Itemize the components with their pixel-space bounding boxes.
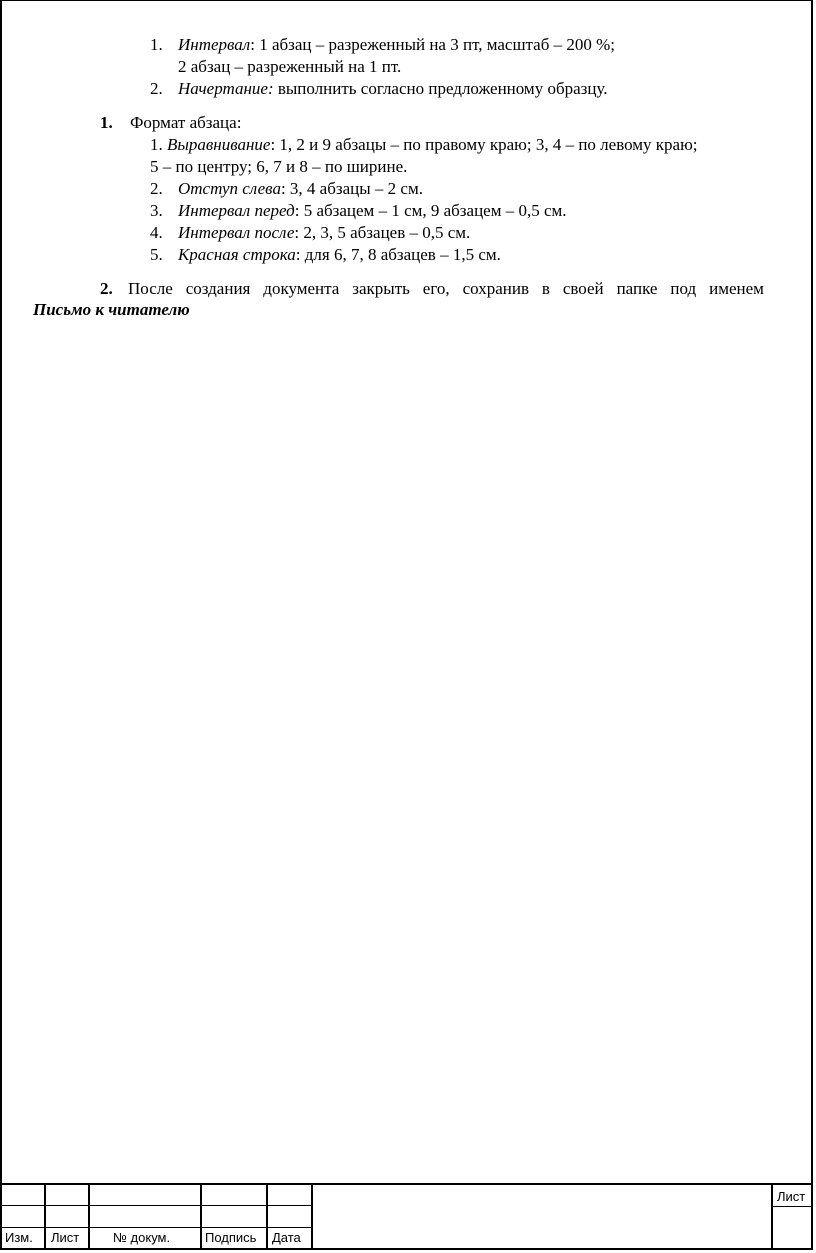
list-item-text: Интервал после: 2, 3, 5 абзацев – 0,5 см. xyxy=(178,223,471,242)
list-item-text: Отступ слева: 3, 4 абзацы – 2 см. xyxy=(178,179,423,198)
term: Выравнивание xyxy=(167,135,271,154)
stamp-divider xyxy=(200,1185,202,1250)
list-item-text: 1. Выравнивание: 1, 2 и 9 абзацы – по правому краю; 3, 4 – по левому краю; xyxy=(150,135,698,154)
list-item-text: Красная строка: для 6, 7, 8 абзацев – 1,5 см. xyxy=(178,245,501,264)
stamp-row-divider xyxy=(771,1206,811,1207)
list-item-number: 3. xyxy=(150,201,163,220)
list-item-text: Интервал: 1 абзац – разреженный на 3 пт, масштаб – 200 %; xyxy=(178,35,616,54)
stamp-label-list: Лист xyxy=(51,1230,80,1245)
file-name: Письмо к читателю xyxy=(33,300,190,319)
term: Интервал перед xyxy=(178,201,295,220)
stamp-row-divider xyxy=(0,1227,312,1228)
stamp-label-podpis: Подпись xyxy=(205,1230,257,1245)
section-title: Формат абзаца: xyxy=(130,113,242,132)
section-paragraph-line: После создания документа закрыть его, сохранив в своей папке под именем xyxy=(128,279,764,298)
stamp-divider xyxy=(311,1185,313,1250)
list-item-continuation: 2 абзац – разреженный на 1 пт. xyxy=(178,57,402,76)
list-item-number: 2. xyxy=(150,179,163,198)
term: Начертание: xyxy=(178,79,274,98)
term: Интервал xyxy=(178,35,251,54)
title-block xyxy=(0,1183,813,1250)
list-item-text: Интервал перед: 5 абзацем – 1 см, 9 абзацем – 0,5 см. xyxy=(178,201,567,220)
stamp-divider xyxy=(266,1185,268,1250)
list-item-number: 4. xyxy=(150,223,163,242)
stamp-label-izm: Изм. xyxy=(5,1230,33,1245)
stamp-row-divider xyxy=(0,1205,312,1206)
stamp-label-sheet: Лист xyxy=(777,1189,806,1204)
section-number: 1. xyxy=(100,113,113,132)
term: Отступ слева xyxy=(178,179,281,198)
term: Интервал после xyxy=(178,223,295,242)
list-item: 2. xyxy=(150,79,163,98)
stamp-divider xyxy=(771,1185,773,1250)
stamp-divider xyxy=(44,1185,46,1250)
stamp-label-docnum: № докум. xyxy=(113,1230,171,1245)
section-number: 2. xyxy=(100,279,113,298)
list-item-text: Начертание: выполнить согласно предложенному образцу. xyxy=(178,79,608,98)
term: Красная строка xyxy=(178,245,296,264)
list-item-continuation: 5 – по центру; 6, 7 и 8 – по ширине. xyxy=(150,157,408,176)
stamp-label-data: Дата xyxy=(272,1230,301,1245)
stamp-divider xyxy=(88,1185,90,1250)
list-item-number: 5. xyxy=(150,245,163,264)
list-item: 1. xyxy=(150,35,163,54)
